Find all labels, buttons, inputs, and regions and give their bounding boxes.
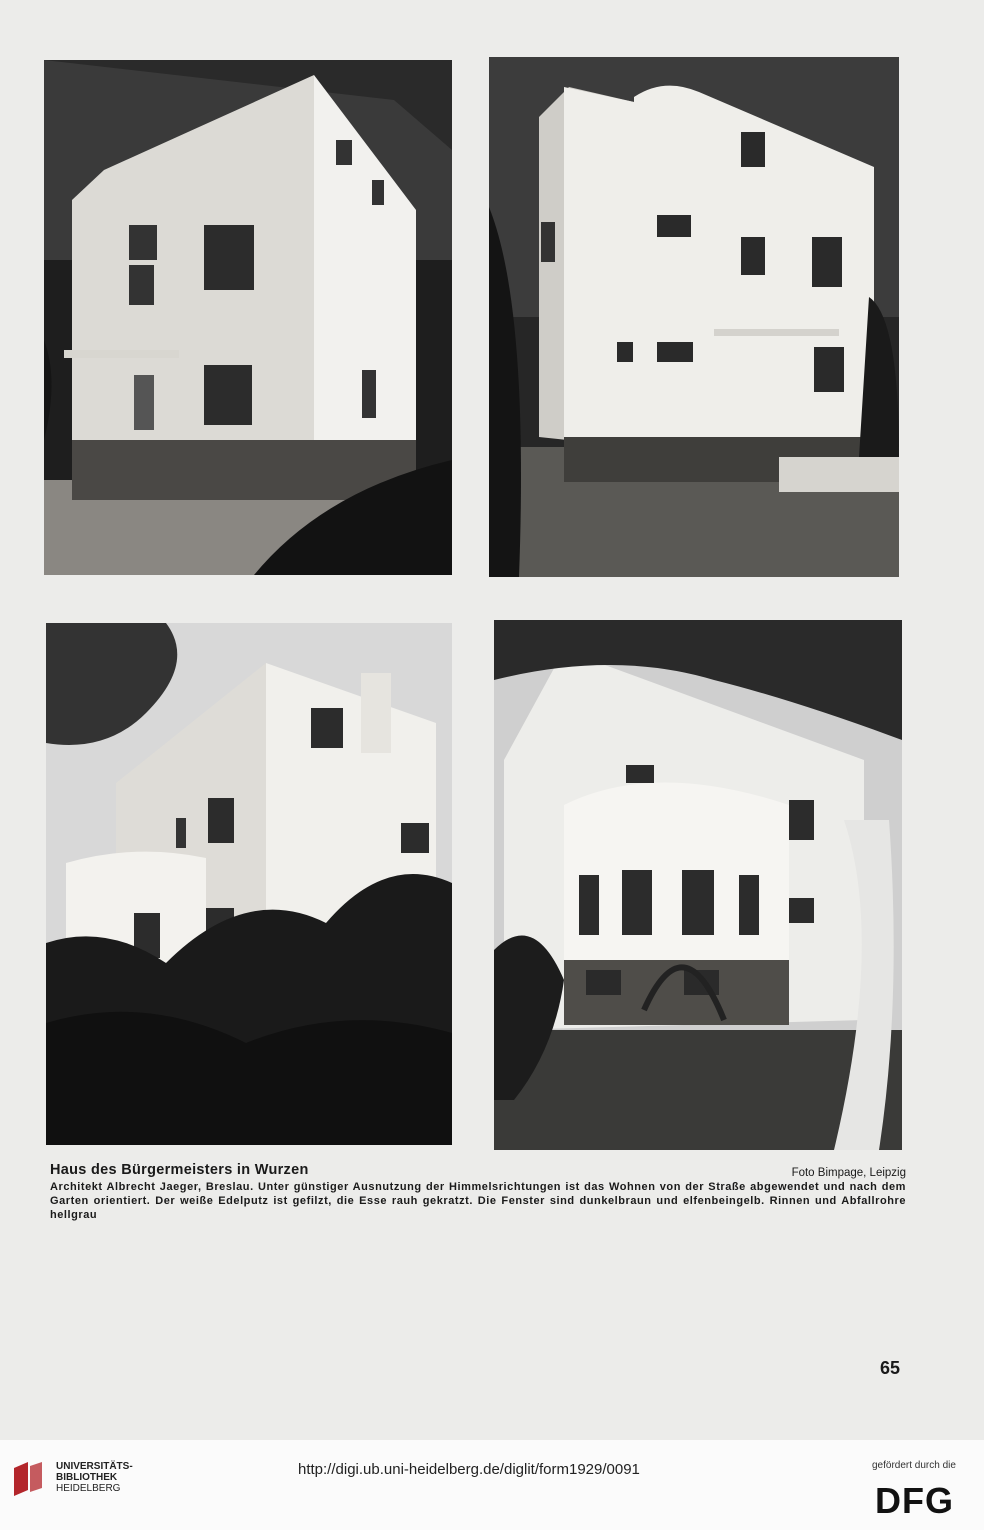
library-line1: UNIVERSITÄTS- xyxy=(56,1461,133,1472)
photo-house-rounded-bay xyxy=(494,620,902,1150)
footer xyxy=(0,1440,984,1530)
library-name xyxy=(56,1461,133,1494)
photo-house-garden-view xyxy=(46,623,452,1145)
caption-body: Architekt Albrecht Jaeger, Breslau. Unter günstiger Ausnutzung der Himmelsrichtungen ist das Wohnen von der Straße abgewendet und nach dem Garten orientiert. Der weiße Edelputz ist gefilzt, die Esse rauh gekratzt. Die Fenster sind dunkelbraun und elfenbeingelb. Rinnen und Abfallrohre hellgrau xyxy=(50,1181,906,1221)
dfg-logo: DFG xyxy=(875,1480,954,1521)
funded-by-label: gefördert durch die xyxy=(872,1460,956,1471)
page-number: 65 xyxy=(880,1358,901,1378)
source-url-link[interactable]: http://digi.ub.uni-heidelberg.de/diglit/form1929/0091 xyxy=(298,1461,640,1478)
photo-house-side-view xyxy=(489,57,899,577)
caption xyxy=(50,1163,906,1222)
library-logo-icon xyxy=(10,1460,48,1503)
caption-title: Haus des Bürgermeisters in Wurzen xyxy=(50,1162,309,1178)
photo-house-front-view xyxy=(44,60,452,575)
library-line2: BIBLIOTHEK xyxy=(56,1472,118,1483)
library-line3: HEIDELBERG xyxy=(56,1483,121,1494)
photo-credit: Foto Bimpage, Leipzig xyxy=(791,1167,906,1179)
